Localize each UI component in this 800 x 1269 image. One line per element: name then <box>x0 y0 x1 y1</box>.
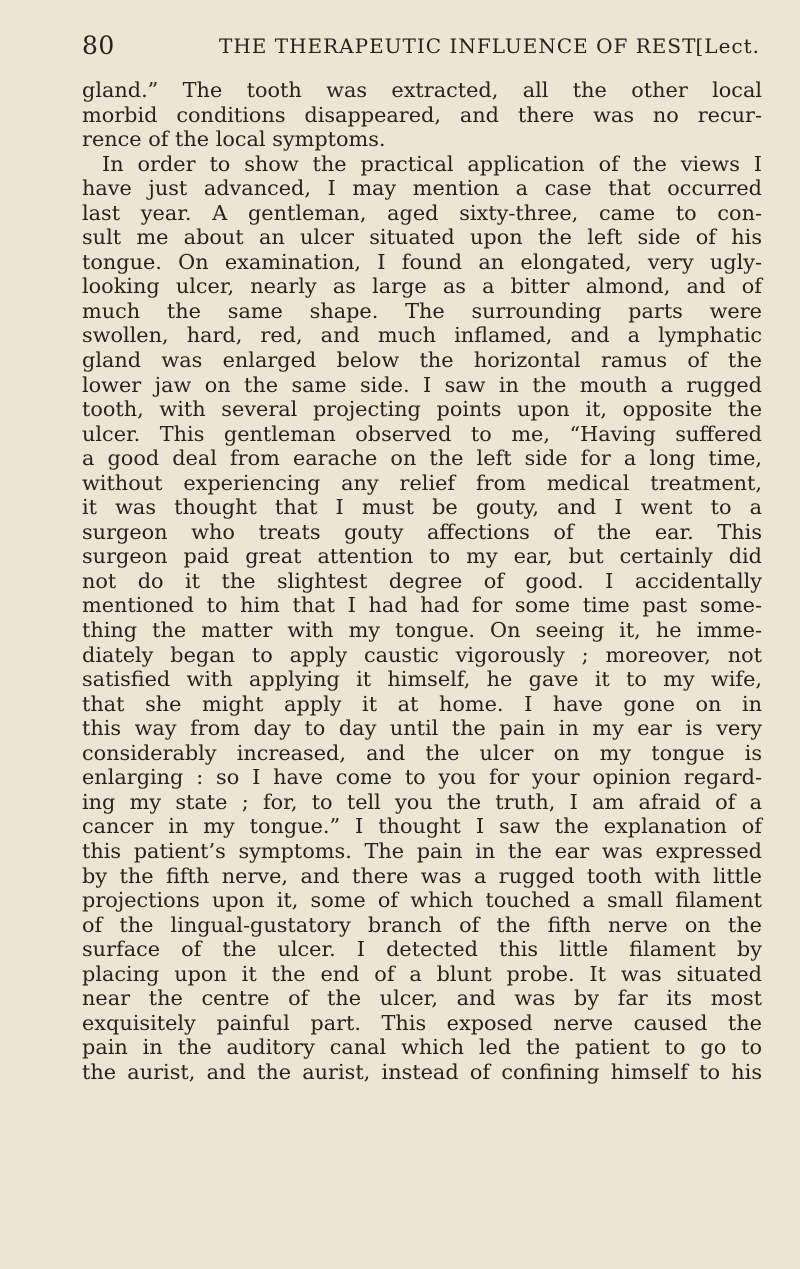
text-line: by the fifth nerve, and there was a rugged tooth with little <box>82 863 762 888</box>
body-text <box>82 78 762 1084</box>
lecture-label: [Lect. <box>695 34 760 58</box>
running-title: THE THERAPEUTIC INFLUENCE OF REST <box>219 34 697 58</box>
text-line: lower jaw on the same side. I saw in the mouth a rugged <box>82 372 762 397</box>
text-line: looking ulcer, nearly as large as a bitter almond, and of <box>82 274 762 299</box>
text-line: much the same shape. The surrounding parts were <box>82 298 762 323</box>
text-line: considerably increased, and the ulcer on my tongue is <box>82 740 762 765</box>
text-line: surgeon who treats gouty affections of the ear. This <box>82 519 762 544</box>
text-line: surgeon paid great attention to my ear, but certainly did <box>82 544 762 569</box>
text-line: morbid conditions disappeared, and there was no recur- <box>82 102 762 127</box>
text-line: satisfied with applying it himself, he gave it to my wife, <box>82 667 762 692</box>
text-line: sult me about an ulcer situated upon the left side of his <box>82 225 762 250</box>
text-line: cancer in my tongue.” I thought I saw the explanation of <box>82 814 762 839</box>
text-line: tongue. On examination, I found an elongated, very ugly- <box>82 249 762 274</box>
text-line: last year. A gentleman, aged sixty-three, came to con- <box>82 200 762 225</box>
text-line: tooth, with several projecting points upon it, opposite the <box>82 397 762 422</box>
text-line: that she might apply it at home. I have gone on in <box>82 691 762 716</box>
text-line: rence of the local symptoms. <box>82 127 386 152</box>
text-line: it was thought that I must be gouty, and I went to a <box>82 495 762 520</box>
text-line: In order to show the practical application of the views I <box>102 151 762 176</box>
text-line: not do it the slightest degree of good. I accidentally <box>82 568 762 593</box>
text-line: placing upon it the end of a blunt probe. It was situated <box>82 961 762 986</box>
text-line: a good deal from earache on the left side for a long time, <box>82 446 762 471</box>
text-line: without experiencing any relief from medical treatment, <box>82 470 762 495</box>
text-line: surface of the ulcer. I detected this little filament by <box>82 937 762 962</box>
text-line: mentioned to him that I had had for some time past some- <box>82 593 762 618</box>
text-line: enlarging : so I have come to you for your opinion regard- <box>82 765 762 790</box>
text-line: ulcer. This gentleman observed to me, “Having suffered <box>82 421 762 446</box>
text-line: of the lingual-gustatory branch of the fifth nerve on the <box>82 912 762 937</box>
text-line: gland was enlarged below the horizontal ramus of the <box>82 348 762 373</box>
text-line: the aurist, and the aurist, instead of confining himself to his <box>82 1059 762 1084</box>
text-line: this patient’s symptoms. The pain in the ear was expressed <box>82 838 762 863</box>
running-header <box>82 26 760 66</box>
text-line: pain in the auditory canal which led the patient to go to <box>82 1035 762 1060</box>
text-line: have just advanced, I may mention a case that occurred <box>82 176 762 201</box>
text-line: ing my state ; for, to tell you the truth, I am afraid of a <box>82 789 762 814</box>
text-line: projections upon it, some of which touched a small filament <box>82 888 762 913</box>
text-line: exquisitely painful part. This exposed nerve caused the <box>82 1010 762 1035</box>
text-line: this way from day to day until the pain in my ear is very <box>82 716 762 741</box>
page-number: 80 <box>82 31 115 60</box>
text-line: diately began to apply caustic vigorously ; moreover, not <box>82 642 762 667</box>
text-line: near the centre of the ulcer, and was by far its most <box>82 986 762 1011</box>
text-line: gland.” The tooth was extracted, all the other local <box>82 78 762 102</box>
text-line: swollen, hard, red, and much inflamed, and a lymphatic <box>82 323 762 348</box>
text-line: thing the matter with my tongue. On seeing it, he imme- <box>82 618 762 643</box>
